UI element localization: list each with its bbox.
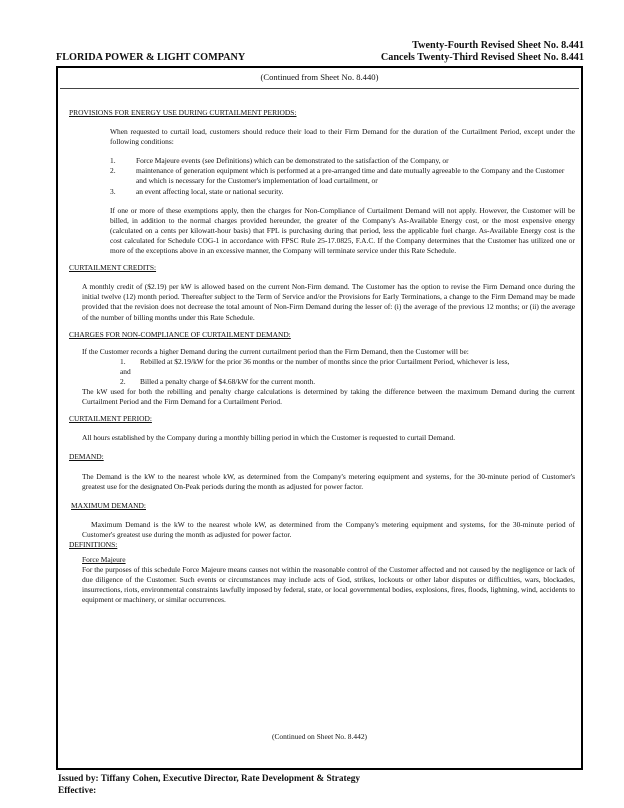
header-divider xyxy=(60,88,579,89)
list-item-wrap: and xyxy=(120,366,131,376)
sheet-number-block xyxy=(324,40,584,64)
demand-text: The Demand is the kW to the nearest whole kW, as determined from the Company's metering equipment and systems, for the 30-minute period of Customer's greatest use for the designated On-Peak periods during the month as adjusted for power factor. xyxy=(82,471,575,491)
list-item xyxy=(110,166,575,186)
sheet-content xyxy=(69,108,575,606)
issuer-block xyxy=(58,774,360,797)
credits-text: A monthly credit of ($2.19) per kW is allowed based on the current Non-Firm demand. The Customer has the option to revise the Firm Demand once during the initial twelve (12) month period. Thereafter subject to the Term of Service and/or the Provisions for Early Terminations, a change to the Firm Demand may be made provided that the revision does not decrease the total amount of Non-Firm Demand during the lesser of: (i) the average of the previous 12 months; or (ii) the average of the number of billing months under this Rate Schedule. xyxy=(82,282,575,322)
list-item-text: Rebilled at $2.19/kW for the prior 36 months or the number of months since the prior Curtailment Period, whichever is less, xyxy=(140,356,510,366)
demand-heading: DEMAND: xyxy=(69,452,104,462)
list-item-number: 1. xyxy=(120,356,126,366)
list-item-text: an event affecting local, state or national security. xyxy=(136,186,284,196)
force-majeure-subheading: Force Majeure xyxy=(82,555,126,565)
list-item-number: 2. xyxy=(120,376,126,386)
tariff-sheet-frame xyxy=(56,66,583,770)
period-text: All hours established by the Company during a monthly billing period in which the Customer is requested to curtail Demand. xyxy=(82,433,456,443)
list-item-text: Billed a penalty charge of $4.68/kW for the current month. xyxy=(140,376,316,386)
provisions-intro: When requested to curtail load, customers should reduce their load to their Firm Demand for the duration of the Curtailment Period, except under the following conditions: xyxy=(110,127,575,147)
max-demand-heading: MAXIMUM DEMAND: xyxy=(71,500,146,510)
revised-sheet-number: Twenty-Fourth Revised Sheet No. 8.441 xyxy=(412,40,584,51)
list-item-number: 1. xyxy=(110,156,116,166)
noncompliance-heading: CHARGES FOR NON-COMPLIANCE OF CURTAILMENT DEMAND: xyxy=(69,329,291,339)
period-heading: CURTAILMENT PERIOD: xyxy=(69,414,152,424)
list-item-number: 3. xyxy=(110,186,116,196)
continued-from-note: (Continued from Sheet No. 8.440) xyxy=(260,72,379,82)
credits-heading: CURTAILMENT CREDITS: xyxy=(69,263,157,273)
noncompliance-intro: If the Customer records a higher Demand during the current curtailment period than the Firm Demand, then the Customer will be: xyxy=(82,346,469,356)
provisions-heading: PROVISIONS FOR ENERGY USE DURING CURTAILMENT PERIODS: xyxy=(69,108,297,117)
effective-date: Effective: xyxy=(58,785,97,796)
list-item xyxy=(110,187,575,197)
list-item-text: maintenance of generation equipment which is performed at a pre-arranged time and date mutually agreeable to the Company and the Customer and which is necessary for the Customer's implementation of load curtailment, or xyxy=(136,166,565,186)
list-item xyxy=(82,357,575,367)
list-item xyxy=(110,156,575,166)
list-item xyxy=(82,377,575,387)
definitions-heading: DEFINITIONS: xyxy=(69,540,118,549)
cancels-sheet-number: Cancels Twenty-Third Revised Sheet No. 8.441 xyxy=(380,52,584,63)
max-demand-text: Maximum Demand is the kW to the nearest whole kW, as determined from the Company's metering equipment and systems, for the 30-minute period of Customer's greatest use during the month as adjusted for power factor. xyxy=(82,519,575,539)
force-majeure-text: For the purposes of this schedule Force Majeure means causes not within the reasonable control of the Customer affected and not caused by the negligence or lack of due diligence of the Customer. Such events or circumstances may include acts of God, strikes, lockouts or other labor disputes or difficulties, wars, blockades, insurrections, riots, environmental constraints lawfully imposed by federal, state, or local governmental bodies, explosions, fires, floods, lightning, wind, accidents to equipment or machinery, or similar occurrences. xyxy=(82,565,575,605)
list-item-number: 2. xyxy=(110,166,116,176)
list-item-text: Force Majeure events (see Definitions) which can be demonstrated to the satisfaction of the Company, or xyxy=(136,156,449,166)
noncompliance-closing: The kW used for both the rebilling and penalty charge calculations is determined by taking the difference between the maximum Demand during the current Curtailment Period and the Firm Demand for a Curtailment Period. xyxy=(82,387,575,407)
continued-on-note: (Continued on Sheet No. 8.442) xyxy=(271,732,368,741)
provisions-closing: If one or more of these exemptions apply, then the charges for Non-Compliance of Curtailment Demand will not apply. However, the Customer will be billed, in addition to the normal charges provided hereunder, the greater of the Company's As-Available Energy cost, or the most expensive energy (calculated on a cents per kilowatt-hour basis) that FPL is purchasing during that period, less the applicable fuel charge. As-Available Energy cost is the cost calculated for Schedule COG-1 in accordance with FPSC Rule 25-17.0825, F.A.C. If the Company determines that the Customer has utilized one or more of the exceptions above in an excessive manner, the Company will terminate service under this Rate Schedule. xyxy=(110,205,575,256)
noncompliance-block xyxy=(69,347,575,408)
issued-by: Issued by: Tiffany Cohen, Executive Director, Rate Development & Strategy xyxy=(58,774,361,784)
provisions-exception-list xyxy=(69,156,575,196)
company-name: FLORIDA POWER & LIGHT COMPANY xyxy=(56,52,246,63)
